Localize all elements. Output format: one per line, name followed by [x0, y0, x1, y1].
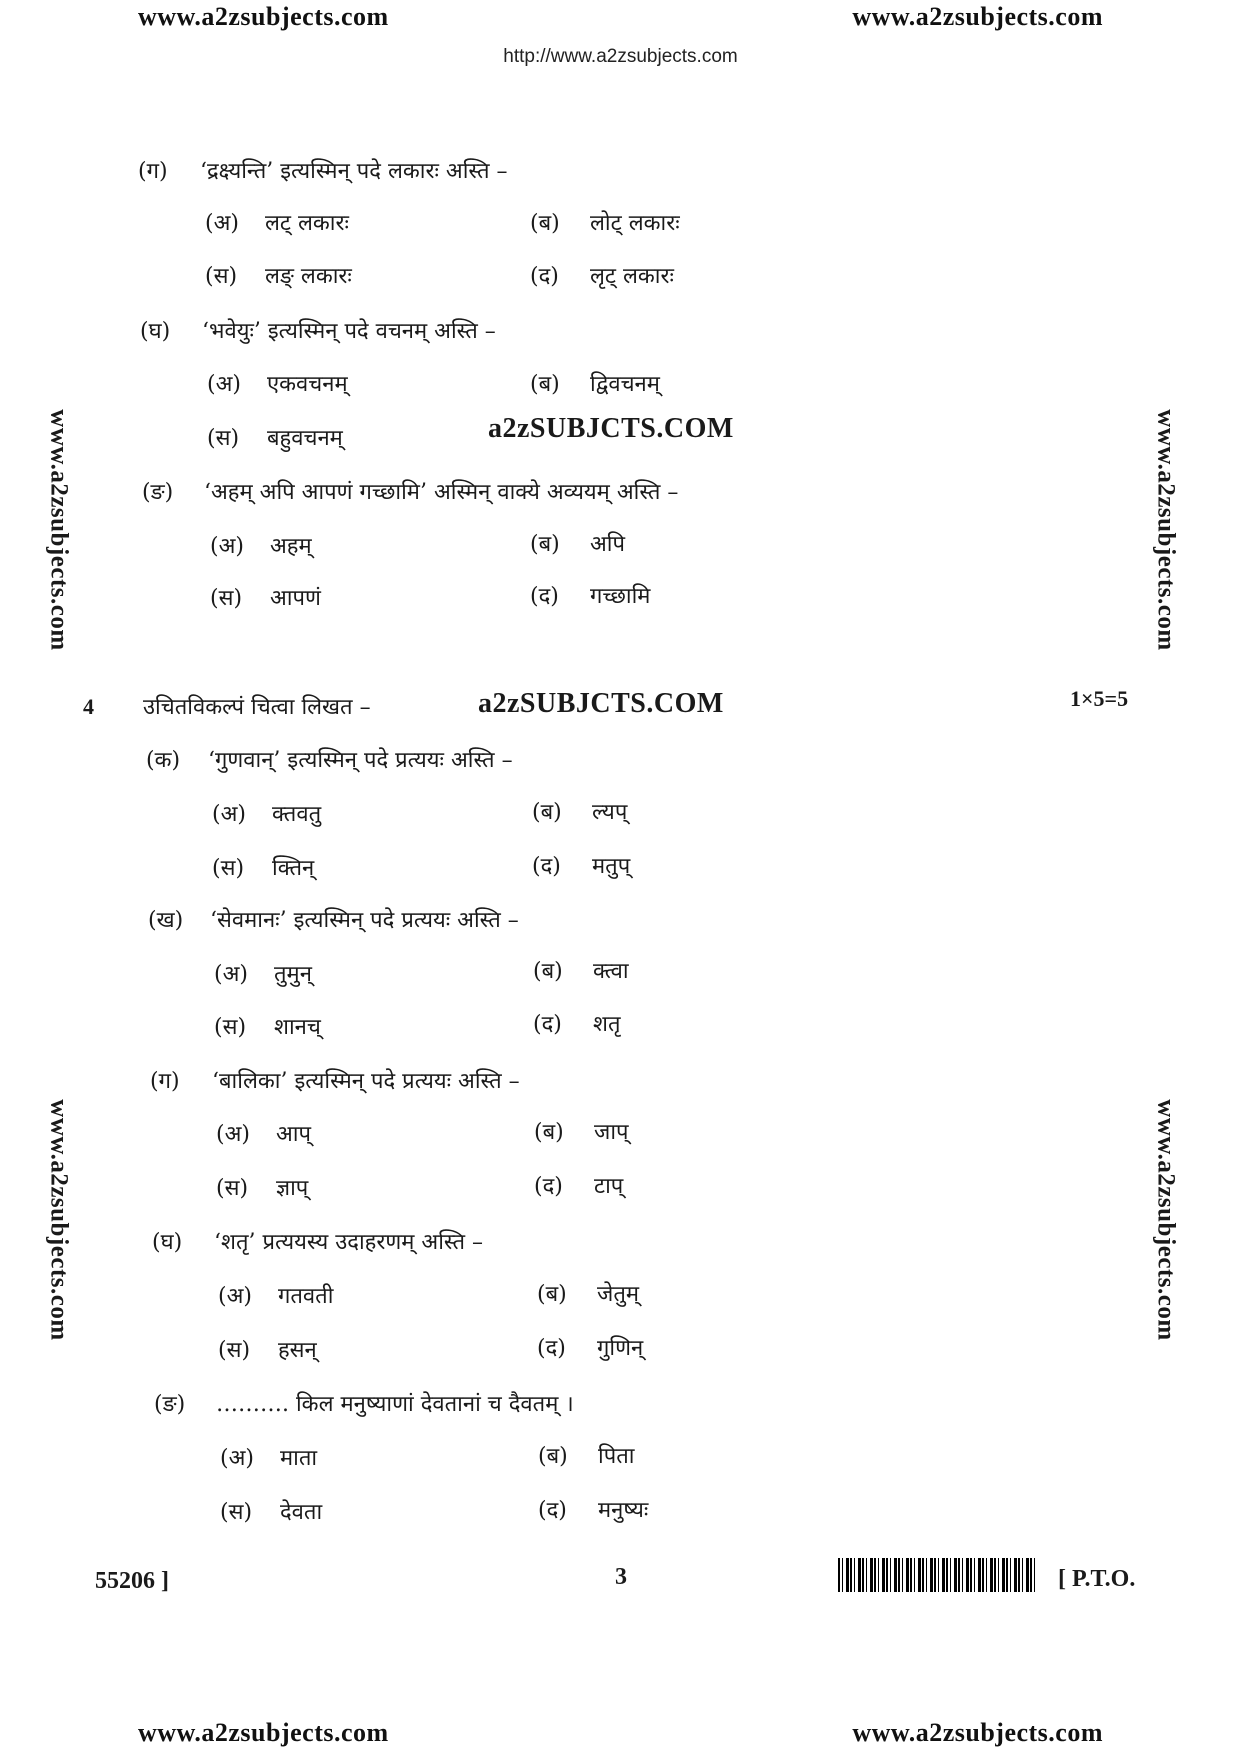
watermark-url: http://www.a2zsubjects.com: [503, 46, 738, 67]
question-label: (क): [146, 748, 181, 773]
watermark-bottom-right: www.a2zsubjects.com: [852, 1718, 1103, 1747]
option-c: (स) बहुवचनम्: [207, 426, 343, 451]
option-b: (ब) पिता: [538, 1444, 635, 1469]
option-c: (स) ज्ञाप्: [216, 1176, 309, 1201]
page-number: 3: [615, 1564, 627, 1590]
option-d: (द) मतुप्: [532, 854, 631, 879]
watermark-stamp: a2zSUBJCTS.COM: [488, 413, 734, 444]
option-d: (द) गुणिन्: [537, 1336, 644, 1361]
option-a: (अ) अहम्: [210, 534, 312, 559]
watermark-top-left: www.a2zsubjects.com: [138, 2, 389, 31]
question-gha: [140, 315, 496, 345]
option-c: (स) लङ् लकारः: [205, 264, 352, 289]
option-d: (द) मनुष्यः: [538, 1498, 649, 1523]
question-label: (घ): [152, 1230, 183, 1255]
question-ga: [138, 155, 508, 185]
option-a: (अ) लट् लकारः: [205, 211, 349, 236]
option-c: (स) शानच्: [214, 1015, 321, 1040]
question-nga: [142, 476, 678, 506]
option-d: (द) शतृ: [533, 1012, 621, 1037]
question-label: (ङ): [154, 1392, 186, 1417]
option-b: (ब) अपि: [530, 532, 626, 557]
watermark-side-right-upper: www.a2zsubjects.com: [1152, 409, 1180, 651]
option-b: (ब) क्त्वा: [533, 959, 629, 984]
question-text: ‘सेवमानः’ इत्यस्मिन् पदे प्रत्ययः अस्ति –: [210, 908, 519, 933]
option-b: (ब) जेतुम्: [537, 1282, 640, 1307]
option-a: (अ) एकवचनम्: [207, 372, 348, 397]
question-text: ‘गुणवान्’ इत्यस्मिन् पदे प्रत्ययः अस्ति –: [208, 748, 513, 773]
question-label: (ग): [138, 159, 168, 184]
option-c: (स) क्तिन्: [212, 856, 315, 881]
watermark-stamp: a2zSUBJCTS.COM: [478, 688, 724, 719]
question-text: ………. किल मनुष्याणां देवतानां च दैवतम् ।: [216, 1392, 574, 1417]
option-d: (द) टाप्: [534, 1174, 624, 1199]
section-instruction: उचितविकल्पं चित्वा लिखत –: [143, 695, 371, 720]
question-text: ‘भवेयुः’ इत्यस्मिन् पदे वचनम् अस्ति –: [202, 319, 496, 344]
question-ka: [146, 744, 513, 774]
question-text: ‘द्रक्ष्यन्ति’ इत्यस्मिन् पदे लकारः अस्ति –: [200, 159, 508, 184]
option-b: (ब) द्विवचनम्: [530, 372, 660, 397]
option-b: (ब) जाप्: [534, 1120, 629, 1145]
option-c: (स) देवता: [220, 1500, 323, 1525]
question-text: ‘बालिका’ इत्यस्मिन् पदे प्रत्ययः अस्ति –: [212, 1069, 520, 1094]
watermark-side-left-lower: www.a2zsubjects.com: [45, 1099, 73, 1341]
option-a: (अ) क्तवतु: [212, 802, 322, 827]
option-d: (द) गच्छामि: [530, 584, 651, 609]
question-label: (ग): [150, 1069, 180, 1094]
option-c: (स) हसन्: [218, 1338, 317, 1363]
question-gha-2: [152, 1226, 483, 1256]
option-a: (अ) आप्: [216, 1122, 311, 1147]
barcode-image: [838, 1558, 1036, 1592]
pto-label: [ P.T.O.: [1058, 1566, 1136, 1592]
watermark-bottom-left: www.a2zsubjects.com: [138, 1718, 389, 1747]
question-label: (घ): [140, 319, 171, 344]
question-ga-2: [150, 1065, 520, 1095]
paper-code: 55206 ]: [95, 1568, 169, 1594]
question-nga-2: [154, 1388, 574, 1418]
option-b: (ब) ल्यप्: [532, 800, 628, 825]
watermark-side-right-lower: www.a2zsubjects.com: [1152, 1099, 1180, 1341]
option-d: (द) लृट् लकारः: [530, 264, 674, 289]
question-text: ‘शतृ’ प्रत्ययस्य उदाहरणम् अस्ति –: [214, 1230, 483, 1255]
question-text: ‘अहम् अपि आपणं गच्छामि’ अस्मिन् वाक्ये अव्ययम् अस्ति –: [204, 480, 679, 505]
section-marks: 1×5=5: [1070, 686, 1129, 711]
question-kha: [148, 904, 519, 934]
section-number: 4: [83, 694, 94, 719]
option-c: (स) आपणं: [210, 586, 321, 611]
option-b: (ब) लोट् लकारः: [530, 211, 680, 236]
watermark-side-left-upper: www.a2zsubjects.com: [45, 409, 73, 651]
question-label: (ङ): [142, 480, 174, 505]
option-a: (अ) गतवती: [218, 1284, 334, 1309]
watermark-top-right: www.a2zsubjects.com: [852, 2, 1103, 31]
question-label: (ख): [148, 908, 184, 933]
option-a: (अ) तुमुन्: [214, 962, 312, 987]
option-a: (अ) माता: [220, 1446, 318, 1471]
